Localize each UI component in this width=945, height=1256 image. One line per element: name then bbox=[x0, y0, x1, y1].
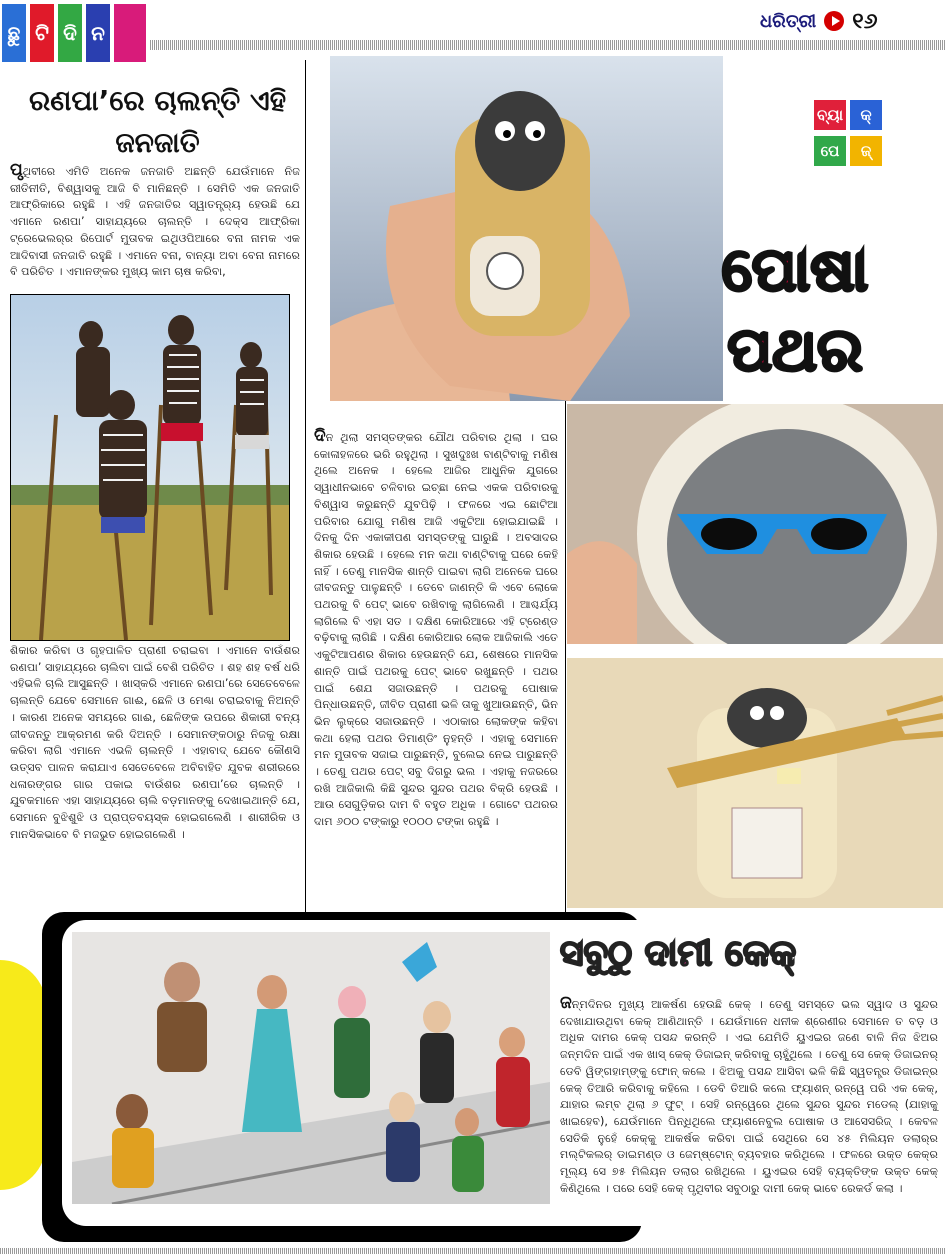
sunglasses-rock-illustration bbox=[567, 404, 943, 644]
article-title: ସବୁଠୁ ଦାମୀ କେକ୍‌ bbox=[560, 933, 797, 974]
fashion-cake-illustration bbox=[72, 932, 550, 1204]
article-title: ରଣପା’ରେ ଚାଲନ୍ତି ଏହି ଜନଜାତି bbox=[28, 84, 287, 159]
article-body: ଶିକାର କରିବା ଓ ଗୃହପାଳିତ ପ୍ରାଣୀ ଚରାଇବା । ଏମାନେ ବାଉଁଶର ରଣପା’ ସାହାଯ୍ୟରେ ଚାଲିବା ପାଇଁ ବେଶି ପରିଚିତ । ଶହ ଶହ ବର୍ଷ ଧରି ଏହିଭଳି ଚାଲି ଆସୁଛନ୍ତି । ଖାସ୍‌କରି ଏମାନେ ରଣପା’ରେ ସେତେବେଳେ ଚାଲନ୍ତି ଯେବେ ସେମାନେ ଗାଈ, ଛେଳି ଓ ମେଣ୍ଢା ଚରାଇବାକୁ ନିଅନ୍ତି । କାରଣ ଅନେକ ସମୟରେ ଗାଈ, ଛେଳିଙ୍କ ଉପରେ ଶିକାରୀ ବନ୍ୟ ଜୀବଜନ୍ତୁ ଆକ୍ରମଣ କରି ଦିଅନ୍ତି । ସେମାନଙ୍କଠାରୁ ନିଜକୁ ରକ୍ଷା କରିବା ଲାଗି ଏମାନେ ଏଭଳି ଚାଲନ୍ତି । ଏହାବାଦ୍ ଯେବେ କୌଣସି ଉତ୍ସବ ପାଳନ କରାଯାଏ ସେତେବେଳେ ଅବିବାହିତ ଯୁବକ ଶରୀରରେ ଧଳାରଙ୍ଗର ଗାର ପକାଇ ବାଉଁଶର ରଣପା’ରେ ଚାଲନ୍ତି । ଯୁବକମାନେ ଏହା ସାହାଯ୍ୟରେ ଚାଲି ବଡ଼ମାନଙ୍କୁ ଦେଖାଇଥାନ୍ତି ଯେ, ସେମାନେ ବୁଝିଶୁଝି ଓ ପ୍ରାପ୍ତବୟସ୍କ ହୋଇଗଲେଣି । ଶାରୀରିକ ଓ ମାନସିକଭାବେ ବି ମଜଭୁତ ହୋଇଗଲେଣି । bbox=[10, 644, 300, 841]
section-letter: ଛୁ bbox=[2, 4, 26, 62]
header-rule bbox=[150, 40, 945, 50]
footer-rule bbox=[0, 1248, 945, 1254]
drop-cap: ଦି bbox=[314, 426, 326, 446]
badge-letter: କ୍ bbox=[848, 98, 884, 132]
badge-letter: ବ୍ୟା bbox=[812, 98, 848, 132]
badge-letter: ପେ bbox=[812, 134, 848, 168]
body-text: ନ୍ମଦିନର ମୁଖ୍ୟ ଆକର୍ଷଣ ହେଉଛି କେକ୍ । ତେଣୁ ସମସ୍ତେ ଭଲ ସ୍ୱାଦ ଓ ସୁନ୍ଦର ଦେଖାଯାଉଥିବା କେକ୍ ଆଣିଥାନ୍ତି । ଯେଉଁମାନେ ଧନୀକ ଶ୍ରେଣୀର ସେମାନେ ତ ବଡ଼ ଓ ଅଧିକ ଦାମର କେକ୍ ପସନ୍ଦ କରନ୍ତି । ଏଇ ଯେମିତି ୟୁଏଇର ଜଣେ ବାଳି ନିଜ ଝିଅର ଜନ୍ମଦିନ ପାଇଁ ଏକ ଖାସ୍ କେକ୍ ଡିଜାଇନ୍ କରିବାକୁ ଚାହୁଁଥିଲେ । ତେଣୁ ସେ କେକ୍ ଡିଜାଇନର୍ ଡେବି ୱିଙ୍ଗହାମ୍‌ଙ୍କୁ ଫୋନ୍ କଲେ । ଝିଅକୁ ପସନ୍ଦ ଆସିବା ଭଳି କିଛି ସ୍ୱତନ୍ତ୍ର ଡିଜାଇନ୍‌ର କେକ୍ ତିଆରି କରିବାକୁ କହିଲେ । ଡେବି ତିଆରି କଲେ ଫ୍ୟାଶନ୍ ରନ୍‌ୱେ ପରି ଏକ କେକ୍, ଯାହାର ଲମ୍ବ ଥିଲା ୬ ଫୁଟ୍ । ସେହି ରନ୍‌ୱେରେ ଥିଲେ ସୁନ୍ଦର ସୁନ୍ଦର ମଡେଲ୍ (ଯାହାକୁ ଖାଇହେବ), ଯେଉଁମାନେ ପିନ୍ଧିଥିଲେ ଫ୍ୟାଶନେବୁଲ ପୋଷାକ ଓ ଆସେସରିଜ୍ । କେବଳ ସେତିକି ନୁହେଁ କେକ୍‌କୁ ଆକର୍ଷକ କରିବା ପାଇଁ ସେଥିରେ ସେ ୪୫ ମିଲିୟନ ଡଲାର୍‌ର ମଲ୍ଟିକଲର୍ ଡାଇମଣ୍ଡ ଓ ଜେମ୍‌ଷ୍ଟୋନ୍ ବ୍ୟବହାର କରିଥିଲେ । ଫଳରେ ଉକ୍ତ କେକ୍‌ର ମୂଲ୍ୟ ସେ ୭୫ ମିଲିୟନ ଡଲାର ରଖିଥିଲେ । ୟୁଏଇର ସେହି ବ୍ୟକ୍ତିଙ୍କ ଉକ୍ତ କେକ୍ କିଣିଥିଲେ । ପରେ ସେହି କେକ୍ ପୃଥିବୀର ସବୁଠାରୁ ଦାମୀ କେକ୍ ଭାବେ ରେକର୍ଡ କଲା । bbox=[560, 998, 938, 1195]
article-body bbox=[314, 428, 558, 831]
article-title: ପୋଷା ପଥର bbox=[721, 235, 869, 385]
stilt-walkers-illustration bbox=[11, 295, 289, 640]
drop-cap: ପୃ bbox=[10, 160, 23, 180]
tribe-photo bbox=[10, 294, 290, 641]
rock-fork-illustration bbox=[567, 658, 943, 908]
page-number: ୧୬ bbox=[852, 8, 878, 34]
play-icon bbox=[824, 11, 844, 31]
column-divider bbox=[565, 400, 566, 912]
column-divider bbox=[305, 60, 306, 912]
drop-cap: ଜ bbox=[560, 993, 572, 1013]
intro-text: ଥିବୀରେ ଏମିତି ଅନେକ ଜନଜାତି ଅଛନ୍ତି ଯେଉଁମାନେ ନିଜ ରୀତିନୀତି, ବିଶ୍ୱାସକୁ ଆଜି ବି ମାନିଛନ୍ତି । ସେମିତି ଏକ ଜନଜାତି ଆଫ୍ରିକାରେ ରହୁଛି । ଏହି ଜନଜାତିର ସ୍ୱାତନ୍ତ୍ର୍ୟ ହେଉଛି ଯେ ଏମାନେ ରଣପା’ ସାହାଯ୍ୟରେ ଚାଲନ୍ତି । ଦେକ୍ସ ଆଫ୍ରିକା ଟ୍ରେଭେଲର୍‌ର ରିପୋର୍ଟ ମୁତାବକ ଇଥିଓପିଆରେ ବନା ନାମକ ଏକ ଆଦିବାସୀ ଜନଜାତି ରହୁଛି । ଏମାନେ ବନା, ବାନ୍ୟା ଅବା ବେନା ନାମରେ ବି ପରିଚିତ । ଏମାନଙ୍କର ମୁଖ୍ୟ କାମ ଚାଷ କରିବା, bbox=[10, 165, 300, 279]
body-text: ନ ଥିଲା ସମସ୍ତଙ୍କର ଯୌଥ ପରିବାର ଥିଲା । ଘର କୋଳାହଳରେ ଭରି ରହୁଥିଲା । ସୁଖଦୁଃଖ ବାଣ୍ଟିବାକୁ ମଣିଷ ଥିଲେ ଅନେକ । ହେଲେ ଆଜିର ଆଧୁନିକ ଯୁଗରେ ସ୍ୱାଧୀନଭାବେ ଚଳିବାର ଇଚ୍ଛା ନେଇ ଏକକ ପରିବାରକୁ ବିଶ୍ୱାସ କରୁଛନ୍ତି ଯୁବପିଢ଼ି । ଫଳରେ ଏଇ ଛୋଟିଆ ପରିବାର ଯୋଗୁ ମଣିଷ ଆଜି ଏକୁଟିଆ ହୋଇଯାଇଛି । ଦିନକୁ ଦିନ ଏକାକୀପଣ ସମସ୍ତଙ୍କୁ ଘାରୁଛି । ଅବସାଦର ଶିକାର ହେଉଛି । ହେଲେ ମନ କଥା ବାଣ୍ଟିବାକୁ ଘରେ କେହି ନାହିଁ । ତେଣୁ ମାନସିକ ଶାନ୍ତି ପାଇବା ଲାଗି ଅନେକେ ଘରେ ଜୀବଜନ୍ତୁ ପାଳୁଛନ୍ତି । ତେବେ ଜାଣନ୍ତି କି ଏବେ ଲୋକେ ପଥରକୁ ବି ପେଟ୍ ଭାବେ ରଖିବାକୁ ଲାଗିଲେଣି । ଆଶ୍ଚର୍ଯ୍ୟ ଲାଗିଲେ ବି ଏହା ସତ । ଦକ୍ଷିଣ କୋରିଆରେ ଏହି ଟ୍ରେଣ୍ଡ ବଢ଼ିବାକୁ ଲାଗିଛି । ଦକ୍ଷିଣ କୋରିଆର ଲୋକ ଆଜିକାଲି ଏତେ ଏକୁଟିଆପଣର ଶିକାର ହେଉଛନ୍ତି ଯେ, ଶେଷରେ ମାନସିକ ଶାନ୍ତି ପାଇଁ ପଥରକୁ ପେଟ୍ ଭାବେ ରଖୁଛନ୍ତି । ପଥର ପାଇଁ ଶେଯ ସଜାଉଛନ୍ତି । ପଥରକୁ ପୋଷାକ ପିନ୍ଧାଉଛନ୍ତି, ଜୀବିତ ପ୍ରାଣୀ ଭଳି ତାକୁ ଖୁଆଉଛନ୍ତି, ଭିନ ଭିନ ଲୁକ୍‌ରେ ସଜାଉଛନ୍ତି । ଏଠାକାର ଲୋକଙ୍କ କହିବା କଥା ହେଲା ପଥର ଡିମାଣ୍ଡିଂ ନୁହନ୍ତି । ଏହାକୁ ସେମାନେ ମନ ମୁତାବକ ସଜାଇ ପାରୁଛନ୍ତି, ବୁଲେଇ ନେଇ ପାରୁଛନ୍ତି । ତେଣୁ ପଥର ପେଟ୍ ସବୁ ଦିଗରୁ ଭଲ । ଏହାକୁ ନଜରରେ ରଖି ଆଜିକାଲି କିଛି ସୁନ୍ଦର ସୁନ୍ଦର ପଥର ବିକ୍ରି ହେଉଛି । ଆଉ ସେଗୁଡ଼ିକର ଦାମ ବି ବହୁତ ଅଧିକ । ଗୋଟେ ପଥରର ଦାମ ୬୦୦ ଟଙ୍କାରୁ ୧୦୦୦ ଟଙ୍କା ରହୁଛି । bbox=[314, 431, 558, 829]
sunglasses-rock-photo bbox=[567, 404, 943, 644]
decorative-half-circle bbox=[0, 960, 46, 1190]
section-letter: ନ bbox=[86, 4, 110, 62]
article-body bbox=[560, 995, 938, 1197]
section-letter bbox=[114, 4, 146, 62]
newspaper-logo: ଧରିତ୍ରୀ bbox=[760, 10, 817, 32]
rock-with-fork-photo bbox=[567, 658, 943, 908]
badge-letter: ଜ୍ bbox=[848, 134, 884, 168]
section-letter: ଟି bbox=[30, 4, 54, 62]
section-letter: ଦି bbox=[58, 4, 82, 62]
fashion-cake-photo bbox=[72, 932, 550, 1204]
masthead bbox=[760, 6, 940, 36]
article-intro bbox=[10, 162, 300, 281]
